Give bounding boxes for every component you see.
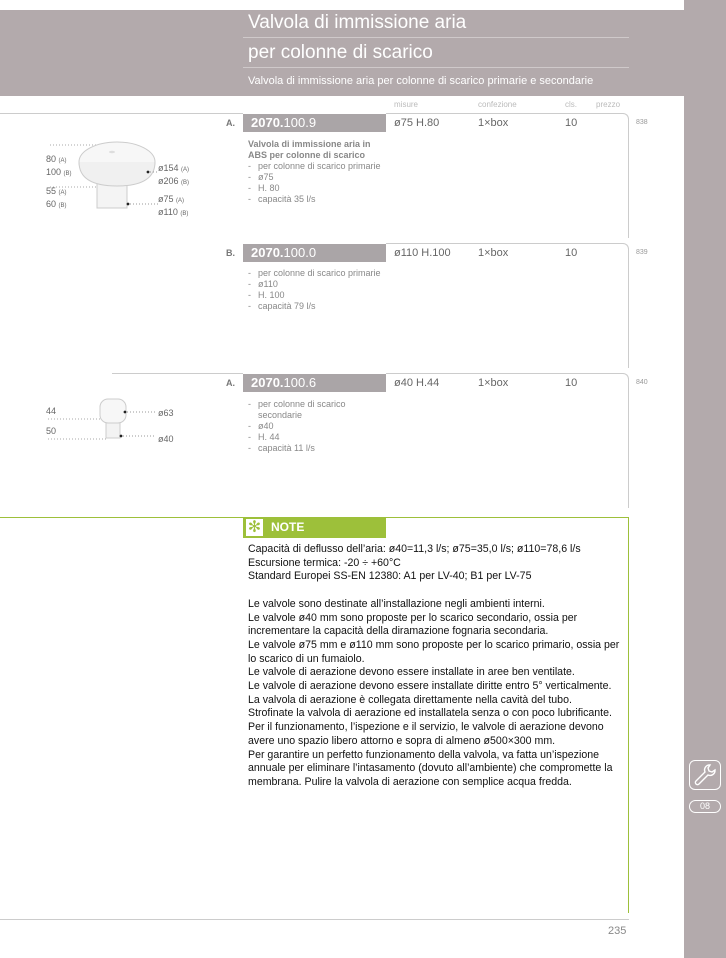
- col-misure: misure: [394, 100, 419, 109]
- spec-item: - ø40: [248, 421, 388, 432]
- title-rule: [243, 37, 629, 38]
- height-label: 50: [46, 426, 57, 436]
- misure-cell: ø40 H.44: [394, 377, 440, 389]
- diameter-label: ø75 (A) ø110 (B): [158, 194, 189, 217]
- misure-cell: ø110 H.100: [394, 247, 451, 259]
- diameter-label: ø40: [158, 434, 174, 444]
- confezione-cell: 1×box: [478, 247, 509, 259]
- col-prezzo: prezzo: [596, 100, 621, 109]
- page-ref: 838: [636, 119, 648, 126]
- product-description: [248, 139, 388, 205]
- product-code[interactable]: [243, 114, 386, 132]
- row-frame: [386, 113, 629, 238]
- spec-item: - H. 44: [248, 432, 388, 443]
- product-description: [248, 399, 388, 454]
- height-label: 80 (A) 100 (B): [46, 154, 72, 177]
- height-label: 55 (A) 60 (B): [46, 186, 67, 209]
- note-line: Le valvole ø75 mm e ø110 mm sono proposte per lo scarico primario, ossia per lo scarico di un fumaiolo.: [248, 638, 620, 665]
- code-suffix: 100.0: [283, 245, 317, 260]
- note-body: [248, 543, 626, 790]
- spec-item: - per colonne di scarico primarie: [248, 161, 388, 172]
- chapter-strip: [684, 0, 726, 958]
- code-suffix: 100.6: [283, 375, 317, 390]
- description-heading: Valvola di immissione aria in ABS per colonne di scarico: [248, 139, 371, 160]
- note-header: NOTE: [243, 517, 386, 538]
- cls-cell: 10: [565, 377, 578, 389]
- height-label: 44: [46, 406, 57, 416]
- note-line: Per il funzionamento, l’ispezione e il servizio, le valvole di aerazione devono avere uno spazio libero attorno e sopra di almeno ø500×300 mm.: [248, 721, 604, 747]
- note-line: Le valvole di aerazione devono essere installate diritte entro 5° verticalmente.: [248, 680, 612, 693]
- note-rule: [628, 517, 629, 913]
- wrench-icon[interactable]: [689, 760, 721, 790]
- misure-cell: ø75 H.80: [394, 117, 440, 129]
- page-number: 235: [608, 925, 627, 937]
- page-subtitle: Valvola di immissione aria per colonne di scarico primarie e secondarie: [248, 75, 594, 87]
- row-frame: [386, 243, 629, 368]
- spec-item: - H. 80: [248, 183, 388, 194]
- note-line: Le valvole ø40 mm sono proposte per lo scarico secondario, ossia per incrementare la capacità della diramazione fognaria secondaria.: [248, 611, 578, 638]
- page-ref: 840: [636, 379, 648, 386]
- page-ref: 839: [636, 249, 648, 256]
- code-prefix: 2070.: [251, 375, 284, 390]
- confezione-cell: 1×box: [478, 117, 509, 129]
- title-rule: [243, 67, 629, 68]
- spec-item: - H. 100: [248, 290, 388, 301]
- variant-letter: B.: [226, 248, 235, 258]
- variant-letter: A.: [226, 378, 235, 388]
- note-line: Strofinate la valvola di aerazione ed installatela senza o con poco lubrificante.: [248, 707, 612, 720]
- note-line: Escursione termica: -20 ÷ +60°C: [248, 556, 401, 569]
- page-title-line2: per colonne di scarico: [248, 42, 433, 63]
- spec-item: - capacità 79 l/s: [248, 301, 388, 312]
- page-title-line1: Valvola di immissione aria: [248, 12, 467, 33]
- spec-item: - per colonne di scarico primarie: [248, 268, 388, 279]
- chapter-badge[interactable]: 08: [689, 800, 721, 813]
- note-line: La valvola di aerazione è collegata direttamente nella cavità del tubo.: [248, 693, 572, 706]
- row-frame: [386, 373, 629, 508]
- cls-cell: 10: [565, 247, 578, 259]
- code-prefix: 2070.: [251, 245, 284, 260]
- col-cls: cls.: [565, 100, 577, 109]
- spec-item: - ø75: [248, 172, 388, 183]
- spec-item: - per colonne di scarico secondarie: [248, 399, 388, 421]
- note-line: Le valvole sono destinate all’installazione negli ambienti interni.: [248, 597, 545, 610]
- note-line: Capacità di deflusso dell’aria: ø40=11,3 l/s; ø75=35,0 l/s; ø110=78,6 l/s: [248, 543, 581, 555]
- product-code[interactable]: [243, 374, 386, 392]
- footer-rule: [0, 919, 629, 920]
- diameter-label: ø154 (A) ø206 (B): [158, 163, 190, 186]
- asterisk-icon: ✻: [247, 519, 262, 536]
- code-prefix: 2070.: [251, 115, 284, 130]
- spec-item: - capacità 11 l/s: [248, 443, 388, 454]
- cls-cell: 10: [565, 117, 578, 129]
- drawing-rule: [0, 113, 243, 114]
- product-code[interactable]: [243, 244, 386, 262]
- variant-letter: A.: [226, 118, 235, 128]
- col-confezione: confezione: [478, 100, 517, 109]
- note-line: Per garantire un perfetto funzionamento della valvola, va fatta un’ispezione annuale per eliminare l’intasamento (dovuto all’ambiente) che compromette la membrana. Pulire la valvola di aerazione con semplice acqua fredda.: [248, 748, 613, 788]
- valve-drawing-large: [44, 140, 244, 220]
- note-line: Le valvole di aerazione devono essere installate in aree ben ventilate.: [248, 666, 575, 679]
- spec-item: - capacità 35 l/s: [248, 194, 388, 205]
- code-suffix: 100.9: [283, 115, 317, 130]
- diameter-label: ø63: [158, 408, 174, 418]
- drawing-rule: [112, 373, 243, 374]
- spec-item: - ø110: [248, 279, 388, 290]
- note-line: Standard Europei SS-EN 12380: A1 per LV-40; B1 per LV-75: [248, 570, 532, 583]
- confezione-cell: 1×box: [478, 377, 509, 389]
- product-description: [248, 268, 388, 312]
